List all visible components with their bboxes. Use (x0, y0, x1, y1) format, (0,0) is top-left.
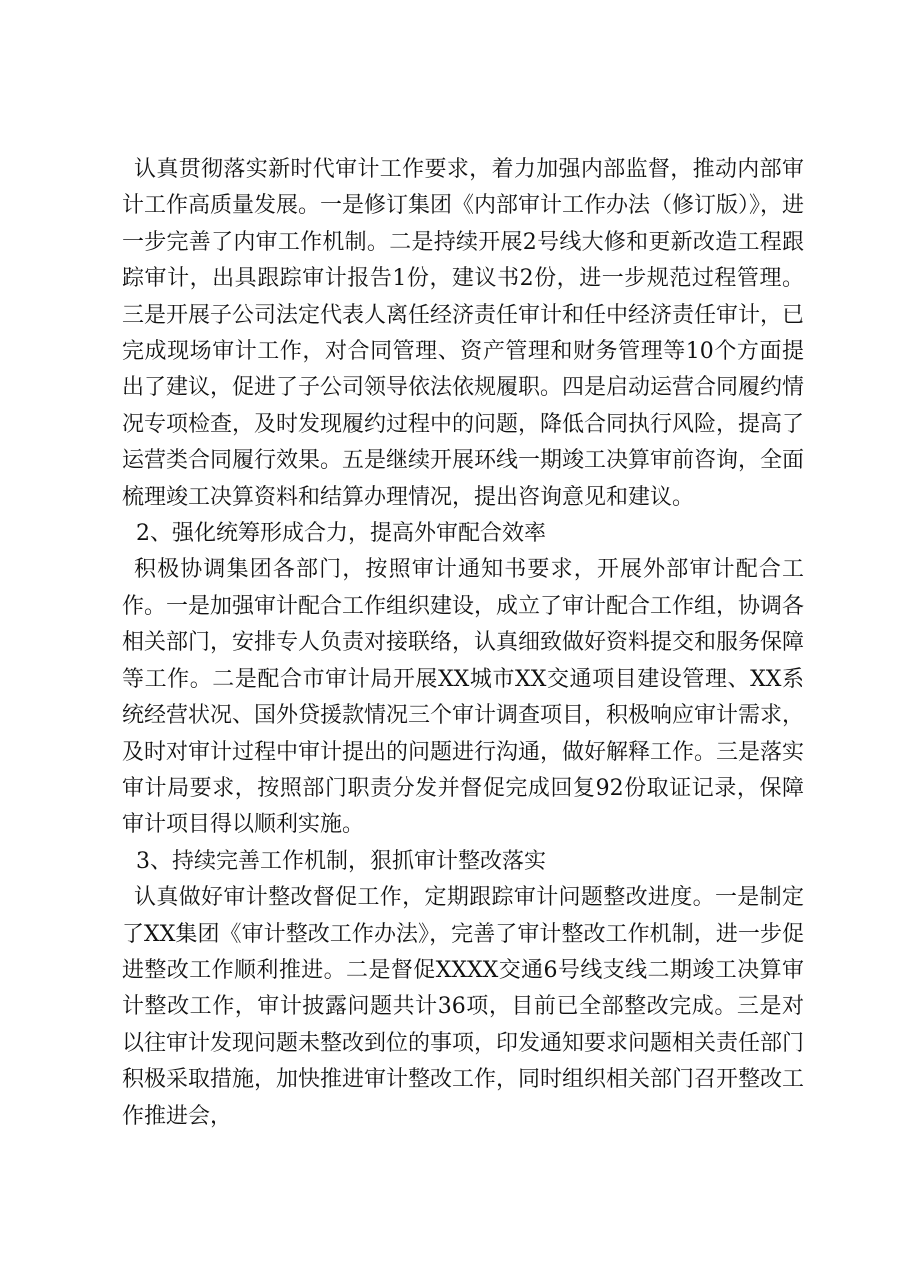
section-heading-external-audit: 2、强化统筹形成合力，提高外审配合效率 (136, 521, 546, 547)
paragraph-external-audit: 积极协调集团各部门，按照审计通知书要求，开展外部审计配合工作。一是加强审计配合工作组织建设，成立了审计配合工作组，协调各相关部门，安排专人负责对接联络，认真细致做好资料提交和服务保障等工作。二是配合市审计局开展XX城市XX交通项目建设管理、XX系统经营状况、国外贷援款情况三个审计调查项目，积极响应审计需求，及时对审计过程中审计提出的问题进行沟通，做好解释工作。三是落实审计局要求，按照部门职责分发并督促完成回复92份取证记录，保障审计项目得以顺利实施。 (122, 557, 805, 838)
paragraph-rectification: 认真做好审计整改督促工作，定期跟踪审计问题整改进度。一是制定了XX集团《审计整改工作办法》，完善了审计整改工作机制，进一步促进整改工作顺利推进。二是督促XXXX交通6号线支线二期竣工决算审计整改工作，审计披露问题共计36项，目前已全部整改完成。三是对以往审计发现问题未整改到位的事项，印发通知要求问题相关责任部门积极采取措施，加快推进审计整改工作，同时组织相关部门召开整改工作推进会， (122, 885, 805, 1129)
document-body (122, 152, 804, 1135)
section-heading-rectification: 3、持续完善工作机制，狠抓审计整改落实 (136, 848, 546, 874)
paragraph-internal-audit: 认真贯彻落实新时代审计工作要求，着力加强内部监督，推动内部审计工作高质量发展。一是修订集团《内部审计工作办法（修订版）》，进一步完善了内审工作机制。二是持续开展2号线大修和更新改造工程跟踪审计，出具跟踪审计报告1份，建议书2份，进一步规范过程管理。三是开展子公司法定代表人离任经济责任审计和任中经济责任审计，已完成现场审计工作，对合同管理、资产管理和财务管理等10个方面提出了建议，促进了子公司领导依法依规履职。四是启动运营合同履约情况专项检查，及时发现履约过程中的问题，降低合同执行风险，提高了运营类合同履行效果。五是继续开展环线一期竣工决算审前咨询，全面梳理竣工决算资料和结算办理情况，提出咨询意见和建议。 (122, 157, 805, 510)
